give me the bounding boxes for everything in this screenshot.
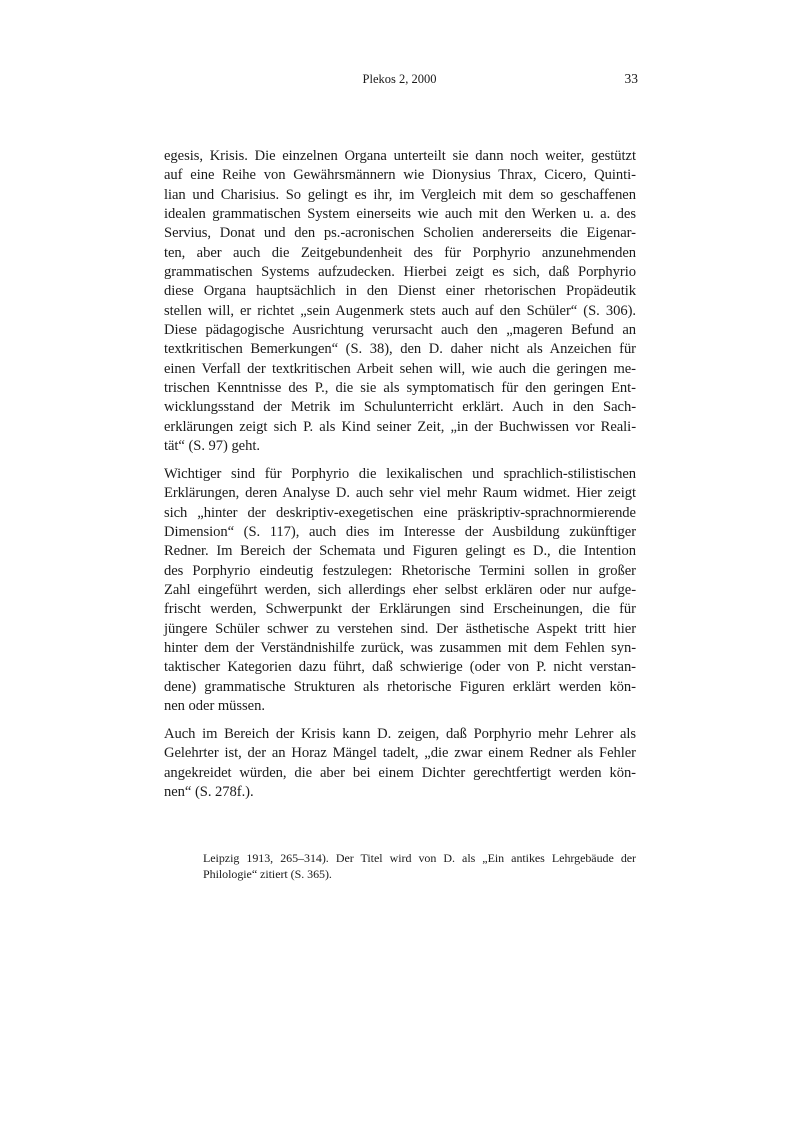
text-line: sich „hinter der deskriptiv-exegetischen eine präskriptiv-sprachnormierende — [164, 504, 636, 521]
text-line: grammatischen Systems aufzudecken. Hierbei zeigt es sich, daß Porphyrio — [164, 264, 636, 281]
text-line: Erklärungen, deren Analyse D. auch sehr viel mehr Raum widmet. Hier zeigt — [164, 485, 636, 502]
text-line: Dimension“ (S. 117), auch dies im Interesse der Ausbildung zukünftiger — [164, 524, 636, 541]
text-line: Auch im Bereich der Krisis kann D. zeigen, daß Porphyrio mehr Lehrer als — [164, 725, 636, 742]
page-number: 33 — [624, 71, 638, 86]
text-line: nen oder müssen. — [164, 698, 265, 715]
body-text — [164, 147, 636, 811]
text-line: ten, aber auch die Zeitgebundenheit des für Porphyrio anzunehmenden — [164, 244, 636, 261]
text-line: einen Verfall der textkritischen Arbeit sehen will, wie auch die geringen me- — [164, 360, 636, 377]
text-line: Gelehrter ist, der an Horaz Mängel tadelt, „die zwar einem Redner als Fehler — [164, 745, 636, 762]
running-head: Plekos 2, 2000 — [362, 72, 437, 86]
text-line: lian und Charisius. So gelingt es ihr, im Vergleich mit dem so geschaffenen — [164, 186, 636, 203]
text-line: idealen grammatischen System einerseits wie auch mit den Werken u. a. des — [164, 206, 636, 223]
text-line: dene) grammatische Strukturen als rhetorische Figuren erklärt werden kön- — [164, 678, 636, 695]
paragraph — [164, 725, 636, 802]
text-line: Zahl eingeführt werden, sich allerdings eher selbst erklären oder nur aufge- — [164, 582, 636, 599]
text-line: Redner. Im Bereich der Schemata und Figuren gelingt es D., die Intention — [164, 543, 636, 560]
text-line: Wichtiger sind für Porphyrio die lexikalischen und sprachlich-stilistischen — [164, 466, 636, 482]
text-line: des Porphyrio eindeutig festzulegen: Rhetorische Termini sollen in großer — [164, 562, 636, 579]
text-line: egesis, Krisis. Die einzelnen Organa unterteilt sie dann noch weiter, gestützt — [164, 148, 636, 164]
text-line: hinter dem der Verständnishilfe zurück, was zusammen mit dem Fehlen syn- — [164, 640, 636, 657]
text-line: Diese pädagogische Ausrichtung verursacht auch den „mageren Befund an — [164, 322, 636, 339]
text-line: stellen will, er richtet „sein Augenmerk stets auch auf den Schüler“ (S. 306). — [164, 302, 636, 319]
text-line: taktischer Kategorien dazu führt, daß schwierige (oder von P. nicht verstan- — [164, 659, 636, 676]
text-line: trischen Kenntnisse des P., die sie als symptomatisch für den geringen Ent- — [164, 380, 636, 397]
footnote-line: Leipzig 1913, 265–314). Der Titel wird von D. als „Ein antikes Lehrgebäude der — [203, 851, 636, 865]
text-line: nen“ (S. 278f.). — [164, 784, 254, 800]
text-line: jüngere Schüler schwer zu verstehen sind. Der ästhetische Aspekt tritt hier — [164, 620, 636, 637]
text-line: angekreidet würden, die aber bei einem Dichter gerechtfertigt werden kön- — [164, 764, 636, 781]
footnote — [203, 850, 636, 882]
text-line: erklärungen zeigt sich P. als Kind seiner Zeit, „in der Buchwissen vor Reali- — [164, 418, 636, 435]
paragraph — [164, 465, 636, 716]
text-line: frischt werden, Schwerpunkt der Erklärungen sind Erscheinungen, die für — [164, 601, 636, 618]
text-line: tät“ (S. 97) geht. — [164, 438, 260, 455]
paragraph — [164, 147, 636, 457]
footnote-line: Philologie“ zitiert (S. 365). — [203, 867, 332, 881]
text-line: diese Organa hauptsächlich in den Dienst einer rhetorischen Propädeutik — [164, 283, 636, 300]
text-line: Servius, Donat und den ps.-acronischen Scholien andererseits die Eigenar- — [164, 225, 636, 242]
text-line: auf eine Reihe von Gewährsmännern wie Dionysius Thrax, Cicero, Quinti- — [164, 167, 636, 184]
text-line: wicklungsstand der Metrik im Schulunterricht erklärt. Auch in den Sach- — [164, 399, 636, 416]
text-line: textkritischen Bemerkungen“ (S. 38), den D. daher nicht als Anzeichen für — [164, 341, 636, 358]
